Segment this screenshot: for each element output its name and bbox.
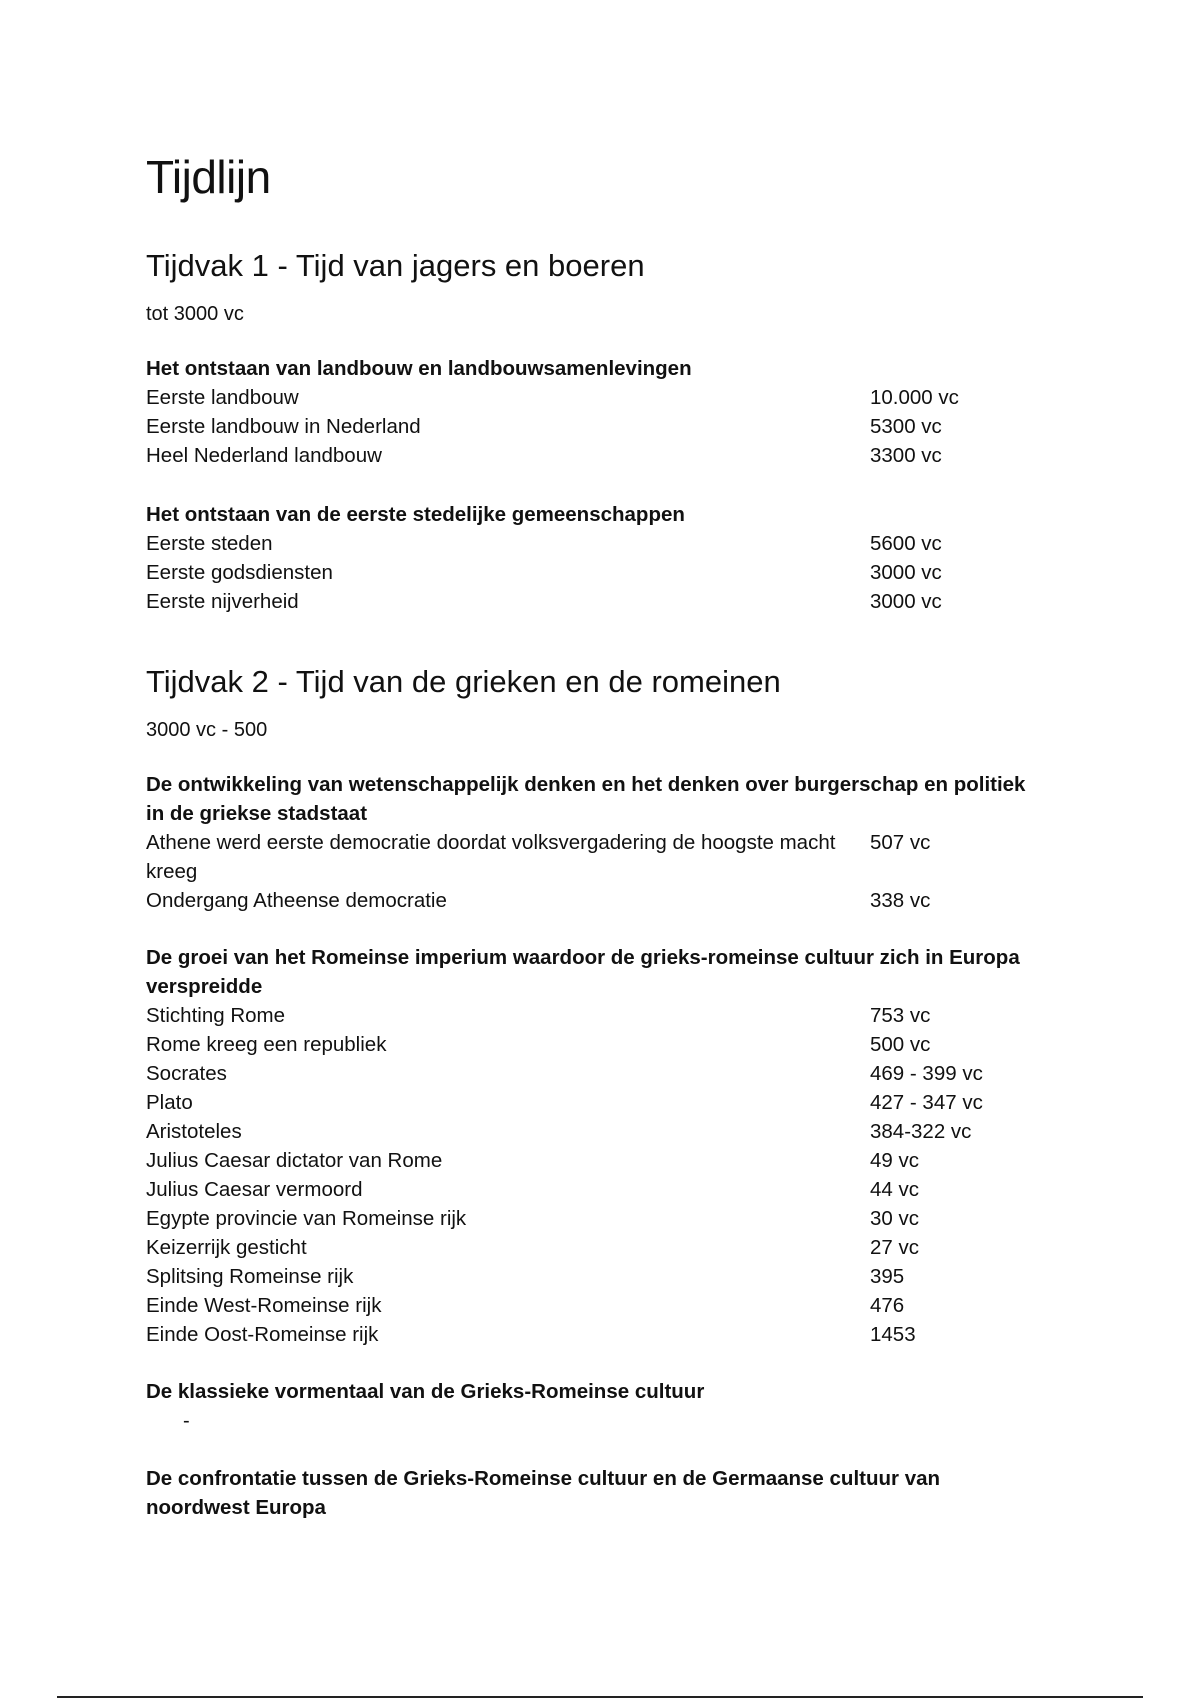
timeline-row: [146, 558, 1046, 587]
period-1: [146, 246, 1046, 616]
timeline-row: [146, 412, 1046, 441]
timeline-row: [146, 828, 1046, 886]
timeline-row: [146, 1262, 1046, 1291]
list-bullet: -: [183, 1410, 190, 1432]
period-heading: Tijdvak 1 - Tijd van jagers en boeren: [146, 248, 645, 283]
event-label: Rome kreeg een republiek: [146, 1033, 387, 1056]
event-label: Eerste godsdiensten: [146, 561, 333, 584]
event-date: 3000 vc: [870, 561, 942, 584]
event-label: Plato: [146, 1091, 193, 1114]
event-date: 3000 vc: [870, 590, 942, 613]
event-date: 44 vc: [870, 1178, 919, 1201]
event-label: Athene werd eerste democratie doordat volksvergadering de hoogste macht kreeg: [146, 831, 836, 883]
topic: [146, 943, 1046, 1349]
event-label: Einde West-Romeinse rijk: [146, 1294, 382, 1317]
event-label: Einde Oost-Romeinse rijk: [146, 1323, 379, 1346]
topic: [146, 1464, 1046, 1522]
event-date: 500 vc: [870, 1033, 931, 1056]
footer-divider: [57, 1696, 1143, 1698]
event-label: Stichting Rome: [146, 1004, 286, 1027]
event-date: 507 vc: [870, 831, 931, 854]
event-date: 3300 vc: [870, 444, 942, 467]
period-heading: Tijdvak 2 - Tijd van de grieken en de romeinen: [146, 664, 781, 699]
event-label: Splitsing Romeinse rijk: [146, 1265, 354, 1288]
topic-title: Het ontstaan van landbouw en landbouwsamenlevingen: [146, 357, 692, 380]
timeline-row: [146, 1117, 1046, 1146]
event-label: Egypte provincie van Romeinse rijk: [146, 1207, 467, 1230]
topic-title: Het ontstaan van de eerste stedelijke gemeenschappen: [146, 503, 685, 526]
event-date: 476: [870, 1294, 905, 1317]
event-date: 1453: [870, 1323, 916, 1346]
timeline-row: [146, 1175, 1046, 1204]
timeline-row: [146, 441, 1046, 470]
timeline-row: [146, 1001, 1046, 1030]
event-label: Keizerrijk gesticht: [146, 1236, 307, 1259]
timeline-row: [146, 1059, 1046, 1088]
topic-title: De groei van het Romeinse imperium waardoor de grieks-romeinse cultuur zich in Europa verspreidde: [146, 946, 1020, 998]
event-date: 338 vc: [870, 889, 931, 912]
event-label: Socrates: [146, 1062, 227, 1085]
topic-title: De klassieke vormentaal van de Grieks-Romeinse cultuur: [146, 1380, 705, 1403]
event-date: 5300 vc: [870, 415, 942, 438]
event-date: 49 vc: [870, 1149, 919, 1172]
event-label: Ondergang Atheense democratie: [146, 889, 447, 912]
timeline-row: [146, 1320, 1046, 1349]
topic: [146, 770, 1046, 915]
event-date: 395: [870, 1265, 905, 1288]
event-date: 384-322 vc: [870, 1120, 972, 1143]
topic: [146, 354, 1046, 470]
event-label: Eerste steden: [146, 532, 273, 555]
event-label: Aristoteles: [146, 1120, 242, 1143]
period-range: 3000 vc - 500: [146, 719, 268, 741]
event-label: Heel Nederland landbouw: [146, 444, 382, 467]
event-label: Julius Caesar vermoord: [146, 1178, 363, 1201]
event-date: 27 vc: [870, 1236, 919, 1259]
topic: [146, 1377, 1046, 1436]
timeline-row: [146, 383, 1046, 412]
event-label: Julius Caesar dictator van Rome: [146, 1149, 443, 1172]
timeline-row: [146, 1233, 1046, 1262]
timeline-row: [146, 1088, 1046, 1117]
timeline-row: [146, 529, 1046, 558]
page-title: Tijdlijn: [146, 151, 271, 203]
event-date: 10.000 vc: [870, 386, 959, 409]
event-date: 427 - 347 vc: [870, 1091, 983, 1114]
timeline-row: [146, 587, 1046, 616]
event-label: Eerste landbouw in Nederland: [146, 415, 421, 438]
event-date: 469 - 399 vc: [870, 1062, 983, 1085]
event-label: Eerste nijverheid: [146, 590, 299, 613]
timeline-row: [146, 1204, 1046, 1233]
event-date: 5600 vc: [870, 532, 942, 555]
topic-title: De confrontatie tussen de Grieks-Romeinse cultuur en de Germaanse cultuur van noordwest Europa: [146, 1467, 941, 1519]
timeline-row: [146, 1030, 1046, 1059]
event-label: Eerste landbouw: [146, 386, 299, 409]
period-range: tot 3000 vc: [146, 303, 244, 325]
topic: [146, 500, 1046, 616]
timeline-row: [146, 886, 1046, 915]
event-date: 30 vc: [870, 1207, 919, 1230]
period-2: [146, 662, 1046, 1522]
timeline-row: [146, 1146, 1046, 1175]
timeline-row: [146, 1291, 1046, 1320]
event-date: 753 vc: [870, 1004, 931, 1027]
topic-title: De ontwikkeling van wetenschappelijk denken en het denken over burgerschap en politiek in de griekse stadstaat: [146, 773, 1026, 825]
